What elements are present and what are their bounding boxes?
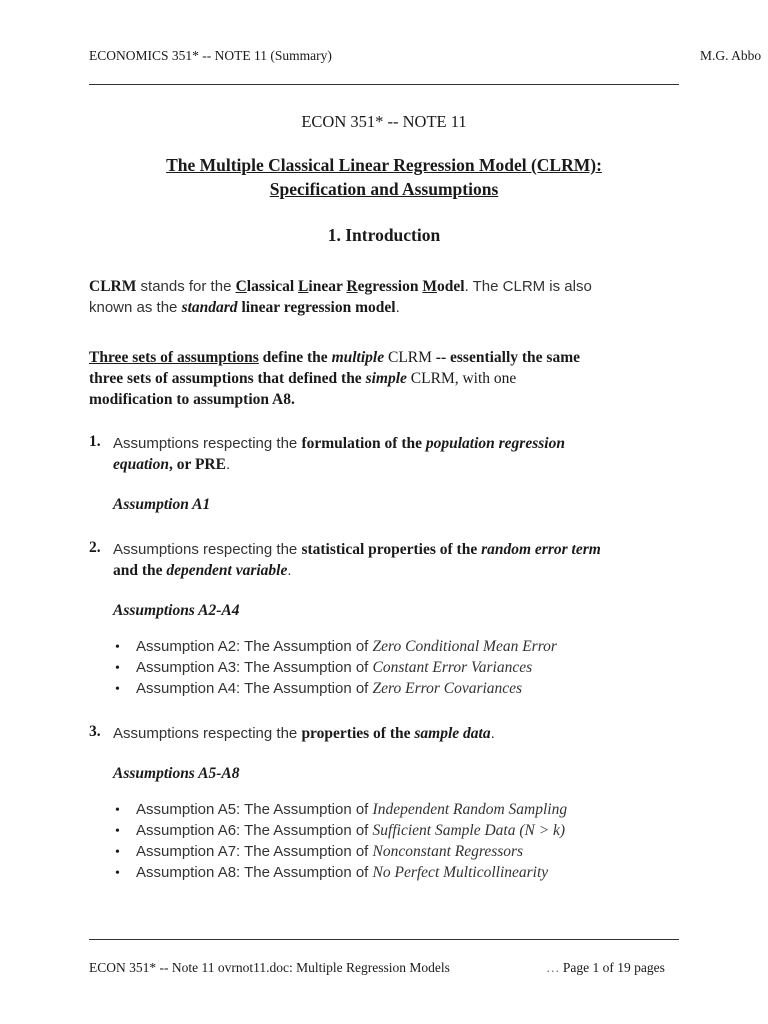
item-value: Constant Error Variances: [372, 659, 533, 676]
item-label: Assumption A2: The Assumption of: [136, 638, 373, 655]
group-text: sample data: [414, 725, 491, 742]
bullet: •: [115, 845, 120, 860]
group-3-number: 3.: [89, 723, 101, 740]
item-label: Assumption A7: The Assumption of: [136, 843, 373, 860]
acronym-letter-m: M: [422, 278, 437, 295]
bullet: •: [115, 824, 120, 839]
intro-text: .: [395, 299, 400, 316]
group-text: dependent variable: [166, 562, 288, 579]
item-value: Sufficient Sample Data (N > k): [372, 822, 566, 839]
group-text: .: [287, 562, 292, 579]
item-value: Zero Error Covariances: [372, 680, 523, 697]
group-text: and the: [113, 562, 167, 579]
simple-term: simple: [365, 370, 407, 387]
footer-right: [546, 960, 665, 976]
three-sets-term: Three sets of assumptions: [89, 349, 259, 366]
intro-text: known as the: [89, 299, 182, 316]
group-text: population regression: [425, 435, 565, 452]
bullet: •: [115, 682, 120, 697]
acronym-word: inear: [308, 278, 347, 295]
acronym-letter-r: R: [346, 278, 358, 295]
list-item: [136, 864, 548, 882]
list-item: [136, 801, 567, 819]
footer-ellipsis: …: [546, 960, 560, 975]
multiple-term: multiple: [331, 349, 385, 366]
footer-rule: [89, 939, 679, 940]
acronym-letter-l: L: [298, 278, 309, 295]
group-text: properties of the: [301, 725, 415, 742]
summary-text: -- essentially the same: [431, 349, 581, 366]
group-text: Assumptions respecting the: [113, 541, 302, 558]
acronym-letter-c: C: [235, 278, 247, 295]
bullet: •: [115, 866, 120, 881]
bullet: •: [115, 640, 120, 655]
intro-text: . The CLRM is also: [464, 278, 592, 295]
summary-text: define the: [258, 349, 332, 366]
running-header-left: ECONOMICS 351* -- NOTE 11 (Summary): [89, 48, 332, 63]
group-text: .: [490, 725, 495, 742]
intro-paragraph: [89, 276, 679, 318]
summary-text: CLRM: [384, 349, 432, 366]
group-1-subheading: Assumption A1: [113, 496, 211, 513]
group-2-number: 2.: [89, 539, 101, 556]
item-label: Assumption A6: The Assumption of: [136, 822, 373, 839]
group-text: statistical properties of the: [301, 541, 482, 558]
group-text: .: [225, 456, 231, 473]
item-label: Assumption A4: The Assumption of: [136, 680, 373, 697]
footer-left: ECON 351* -- Note 11 ovrnot11.doc: Multiple Regression Models: [89, 960, 450, 975]
item-value: Nonconstant Regressors: [372, 843, 524, 860]
group-text: random error term: [481, 541, 601, 558]
acronym-word: lassical: [246, 278, 299, 295]
item-value: Zero Conditional Mean Error: [372, 638, 557, 655]
clrm-term: CLRM: [89, 278, 137, 295]
summary-paragraph: [89, 347, 679, 410]
group-text: equation: [113, 456, 169, 473]
list-item: [136, 843, 523, 861]
group-3-subheading: Assumptions A5-A8: [113, 765, 240, 782]
header-rule: [89, 84, 679, 85]
item-value: Independent Random Sampling: [372, 801, 568, 818]
bullet: •: [115, 803, 120, 818]
intro-text: stands for the: [136, 278, 236, 295]
summary-text: CLRM, with one: [406, 370, 517, 387]
page-indicator: Page 1 of 19 pages: [559, 960, 665, 975]
intro-text: linear regression model: [237, 299, 396, 316]
group-3-description: [113, 723, 673, 744]
summary-text: modification to assumption A8.: [89, 391, 295, 408]
group-text: Assumptions respecting the: [113, 725, 302, 742]
item-label: Assumption A5: The Assumption of: [136, 801, 373, 818]
list-item: [136, 822, 565, 840]
acronym-word: odel: [437, 278, 465, 295]
list-item: [136, 680, 522, 698]
standard-term: standard: [181, 299, 238, 316]
summary-text: three sets of assumptions that defined the: [89, 370, 366, 387]
group-text: , or PRE: [168, 456, 226, 473]
title-line-2: Specification and Assumptions: [269, 179, 499, 199]
title-line-1: The Multiple Classical Linear Regression Model (CLRM):: [166, 155, 602, 175]
item-value: No Perfect Multicollinearity: [372, 864, 549, 881]
item-label: Assumption A8: The Assumption of: [136, 864, 373, 881]
section-heading: 1. Introduction: [327, 225, 441, 245]
item-label: Assumption A3: The Assumption of: [136, 659, 373, 676]
running-header-right: M.G. Abbo: [700, 48, 762, 63]
list-item: [136, 659, 532, 677]
group-text: Assumptions respecting the: [113, 435, 302, 452]
bullet: •: [115, 661, 120, 676]
list-item: [136, 638, 557, 656]
acronym-word: egression: [357, 278, 423, 295]
note-label: ECON 351* -- NOTE 11: [301, 112, 467, 131]
group-2-description: [113, 539, 673, 581]
group-text: formulation of the: [301, 435, 426, 452]
group-1-description: [113, 433, 673, 475]
group-2-subheading: Assumptions A2-A4: [113, 602, 240, 619]
group-1-number: 1.: [89, 433, 101, 450]
